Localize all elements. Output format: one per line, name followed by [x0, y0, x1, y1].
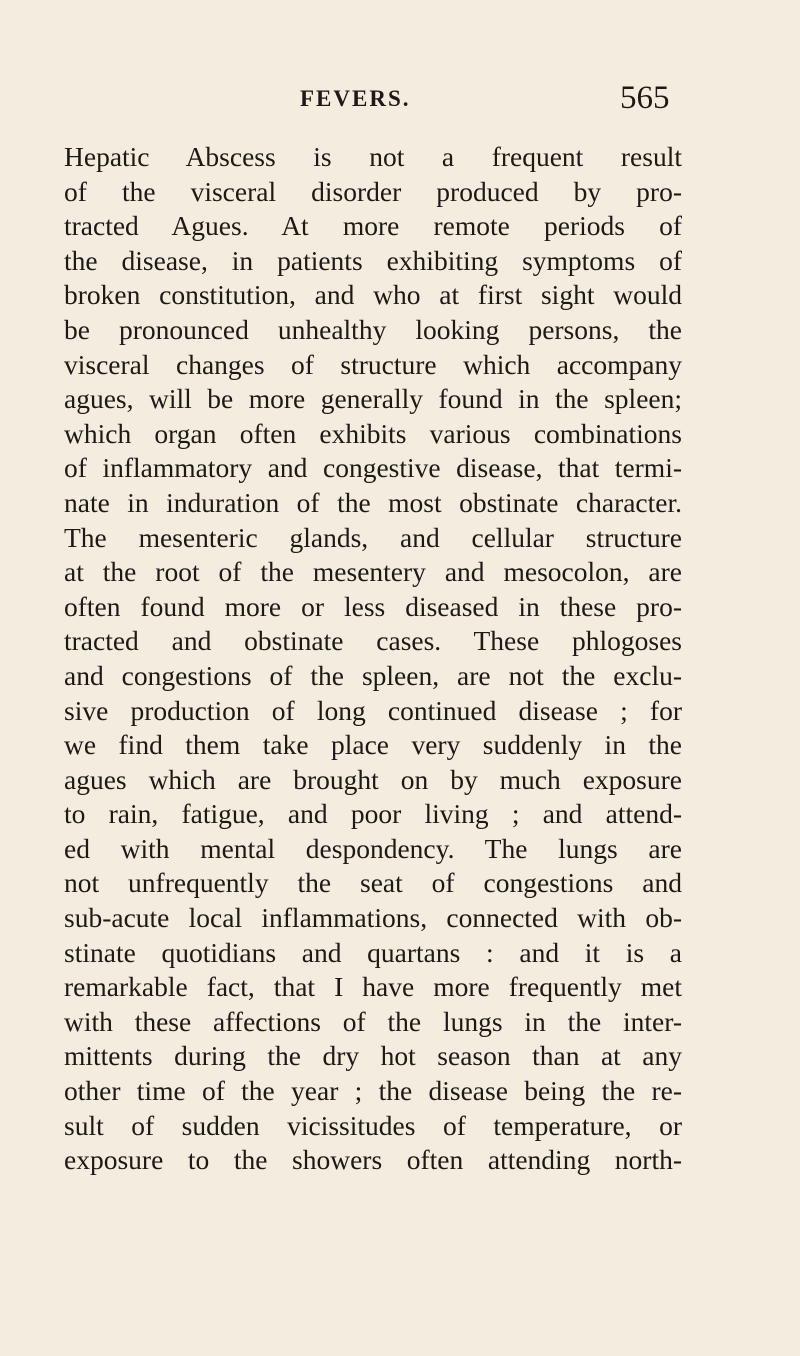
text-line: Hepatic Abscess is not a frequent result: [64, 141, 682, 172]
text-line: tracted Agues. At more remote periods of: [64, 210, 682, 242]
text-line: often found more or less diseased in these pro-: [64, 590, 682, 622]
text-line: the disease, in patients exhibiting symptoms of: [64, 244, 682, 276]
page-header: [0, 80, 800, 120]
text-line: ed with mental despondency. The lungs are: [64, 832, 682, 864]
text-line: we find them take place very suddenly in the: [64, 729, 682, 761]
text-line: of the visceral disorder produced by pro-: [64, 175, 682, 207]
text-line: broken constitution, and who at first sight would: [64, 279, 682, 311]
text-line: other time of the year ; the disease being the re-: [64, 1075, 682, 1107]
text-line: and congestions of the spleen, are not the exclu-: [64, 659, 682, 691]
text-line: stinate quotidians and quartans : and it is a: [64, 936, 682, 968]
text-line: mittents during the dry hot season than at any: [64, 1040, 682, 1072]
text-line: of inflammatory and congestive disease, that termi-: [64, 452, 682, 484]
text-line: remarkable fact, that I have more frequently met: [64, 971, 682, 1003]
text-line: not unfrequently the seat of congestions and: [64, 867, 682, 899]
text-line: The mesenteric glands, and cellular structure: [64, 521, 682, 553]
text-line: at the root of the mesentery and mesocolon, are: [64, 556, 682, 588]
text-line: visceral changes of structure which accompany: [64, 348, 682, 380]
text-line: with these affections of the lungs in the inter-: [64, 1005, 682, 1037]
text-line: tracted and obstinate cases. These phlogoses: [64, 625, 682, 657]
text-line: nate in induration of the most obstinate character.: [64, 486, 682, 518]
text-line: agues, will be more generally found in the spleen;: [64, 383, 682, 415]
running-head: FEVERS.: [300, 86, 411, 111]
text-line: which organ often exhibits various combinations: [64, 417, 682, 449]
text-line: to rain, fatigue, and poor living ; and attend-: [64, 798, 682, 830]
text-line: be pronounced unhealthy looking persons, the: [64, 313, 682, 345]
text-line: exposure to the showers often attending north-: [64, 1144, 682, 1176]
text-line: agues which are brought on by much exposure: [64, 763, 682, 795]
body-text: [64, 140, 682, 1178]
text-line: sive production of long continued disease ; for: [64, 694, 682, 726]
text-line: sub-acute local inflammations, connected with ob-: [64, 902, 682, 934]
text-line: sult of sudden vicissitudes of temperature, or: [64, 1109, 682, 1141]
page-number: 565: [620, 80, 670, 116]
